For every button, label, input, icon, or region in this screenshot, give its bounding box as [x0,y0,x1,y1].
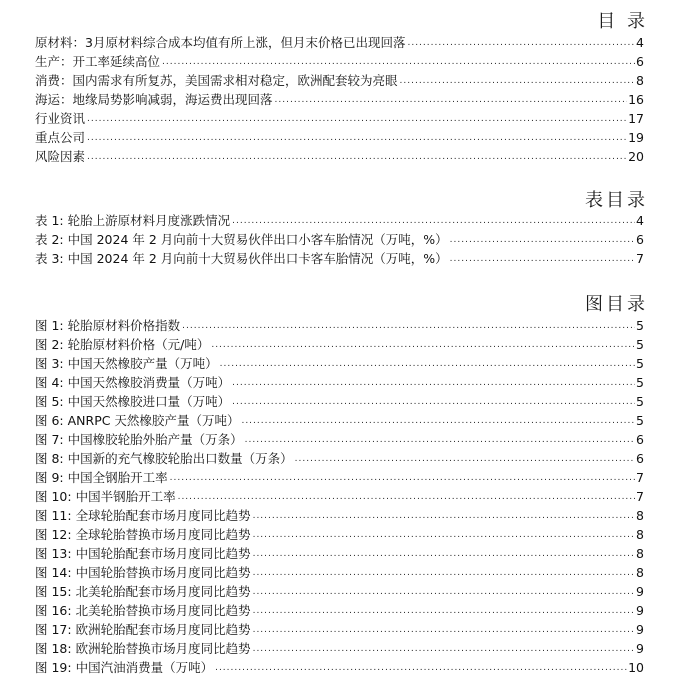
toc-entry-label[interactable]: 图 19: 中国汽油消费量（万吨） [35,660,214,675]
toc-entry-page-number[interactable]: 16 [628,92,644,107]
toc-entry[interactable] [35,409,644,428]
toc-entry[interactable] [35,88,644,107]
toc-entry-page-number[interactable]: 6 [636,451,644,466]
dot-leader [295,452,635,466]
dot-leader [253,604,635,618]
dot-leader [87,150,627,164]
toc-entry-label[interactable]: 图 3: 中国天然橡胶产量（万吨） [35,356,218,371]
dot-leader [400,74,636,88]
toc-entry[interactable] [35,504,644,523]
toc-entry[interactable] [35,247,644,266]
toc-entry-label[interactable]: 图 13: 中国轮胎配套市场月度同比趋势 [35,546,251,561]
toc-entry-label[interactable]: 图 9: 中国全钢胎开工率 [35,470,168,485]
toc-entry[interactable] [35,428,644,447]
toc-entry[interactable] [35,69,644,88]
dot-leader [245,433,635,447]
dot-leader [87,112,627,126]
toc-entry-label[interactable]: 海运：地缘局势影响减弱，海运费出现回落 [35,92,273,107]
toc-entry-page-number[interactable]: 9 [636,641,644,656]
dot-leader [211,338,635,352]
figures-list [35,314,644,675]
toc-entry-label[interactable]: 风险因素 [35,149,86,164]
toc-entry[interactable] [35,523,644,542]
toc-entry-page-number[interactable]: 8 [636,565,644,580]
toc-entry-label[interactable]: 图 2: 轮胎原材料价格（元/吨） [35,337,210,352]
toc-entry-page-number[interactable]: 8 [636,73,644,88]
dot-leader [87,131,627,145]
dot-leader [450,233,635,247]
toc-entry-page-number[interactable]: 19 [628,130,644,145]
toc-entry-page-number[interactable]: 9 [636,584,644,599]
dot-leader [162,55,635,69]
toc-entry-label[interactable]: 图 12: 全球轮胎替换市场月度同比趋势 [35,527,251,542]
dot-leader [275,93,628,107]
toc-entry-label[interactable]: 表 3: 中国 2024 年 2 月向前十大贸易伙伴出口卡客车胎情况（万吨，%） [35,251,448,266]
dot-leader [253,642,635,656]
toc-entry-page-number[interactable]: 9 [636,622,644,637]
dot-leader [253,566,635,580]
toc-entry-label[interactable]: 图 8: 中国新的充气橡胶轮胎出口数量（万条） [35,451,293,466]
dot-leader [232,214,635,228]
toc-entry-page-number[interactable]: 9 [636,603,644,618]
toc-entry-page-number[interactable]: 5 [636,337,644,352]
toc-entry-label[interactable]: 图 5: 中国天然橡胶进口量（万吨） [35,394,231,409]
toc-entry[interactable] [35,561,644,580]
dot-leader [220,357,635,371]
toc-entry-page-number[interactable]: 8 [636,527,644,542]
toc-entry-label[interactable]: 生产：开工率延续高位 [35,54,161,69]
toc-entry-page-number[interactable]: 5 [636,375,644,390]
toc-entry-label[interactable]: 表 1: 轮胎上游原材料月度涨跌情况 [35,213,231,228]
toc-entry[interactable] [35,107,644,126]
toc-entry-page-number[interactable]: 5 [636,356,644,371]
toc-entry-label[interactable]: 图 18: 欧洲轮胎替换市场月度同比趋势 [35,641,251,656]
toc-entry[interactable] [35,580,644,599]
dot-leader [253,528,635,542]
toc-entry-label[interactable]: 消费：国内需求有所复苏，美国需求相对稳定，欧洲配套较为亮眼 [35,73,398,88]
toc-entry[interactable] [35,390,644,409]
toc-entry-page-number[interactable]: 10 [628,660,644,675]
toc-entry[interactable] [35,637,644,656]
toc-entry[interactable] [35,352,644,371]
contents-list [35,31,644,164]
toc-entry-page-number[interactable]: 17 [628,111,644,126]
toc-entry[interactable] [35,371,644,390]
toc-entry[interactable] [35,656,644,675]
toc-entry-page-number[interactable]: 8 [636,546,644,561]
toc-entry[interactable] [35,447,644,466]
toc-entry[interactable] [35,145,644,164]
toc-entry[interactable] [35,50,644,69]
toc-entry-page-number[interactable]: 7 [636,470,644,485]
toc-entry-label[interactable]: 图 11: 全球轮胎配套市场月度同比趋势 [35,508,251,523]
dot-leader [170,471,635,485]
toc-entry[interactable] [35,466,644,485]
toc-entry-label[interactable]: 行业资讯 [35,111,86,126]
toc-entry-label[interactable]: 表 2: 中国 2024 年 2 月向前十大贸易伙伴出口小客车胎情况（万吨，%） [35,232,448,247]
toc-entry[interactable] [35,599,644,618]
toc-entry-label[interactable]: 图 17: 欧洲轮胎配套市场月度同比趋势 [35,622,251,637]
toc-entry-label[interactable]: 图 4: 中国天然橡胶消费量（万吨） [35,375,231,390]
toc-entry[interactable] [35,31,644,50]
toc-entry[interactable] [35,228,644,247]
toc-entry-page-number[interactable]: 8 [636,508,644,523]
toc-entry-label[interactable]: 图 7: 中国橡胶轮胎外胎产量（万条） [35,432,243,447]
toc-entry[interactable] [35,209,644,228]
toc-entry[interactable] [35,126,644,145]
toc-entry-label[interactable]: 图 14: 中国轮胎替换市场月度同比趋势 [35,565,251,580]
figures-heading: 图目录 [585,294,648,315]
toc-entry-label[interactable]: 图 6: ANRPC 天然橡胶产量（万吨） [35,413,240,428]
tables-heading: 表目录 [585,190,648,211]
toc-entry-page-number[interactable]: 4 [636,213,644,228]
dot-leader [253,585,635,599]
toc-entry-page-number[interactable]: 6 [636,54,644,69]
toc-entry-label[interactable]: 图 1: 轮胎原材料价格指数 [35,318,181,333]
dot-leader [178,490,635,504]
dot-leader [450,252,635,266]
toc-entry-page-number[interactable]: 7 [636,251,644,266]
toc-entry-page-number[interactable]: 6 [636,432,644,447]
toc-entry-label[interactable]: 重点公司 [35,130,86,145]
dot-leader [232,376,635,390]
dot-leader [241,414,635,428]
toc-entry[interactable] [35,542,644,561]
dot-leader [215,661,627,675]
dot-leader [407,36,635,50]
toc-entry[interactable] [35,314,644,333]
toc-entry-page-number[interactable]: 20 [628,149,644,164]
dot-leader [253,547,635,561]
toc-entry[interactable] [35,485,644,504]
dot-leader [232,395,635,409]
toc-entry-page-number[interactable]: 4 [636,35,644,50]
tables-list [35,209,644,266]
dot-leader [182,319,635,333]
toc-entry-page-number[interactable]: 5 [636,318,644,333]
toc-entry[interactable] [35,333,644,352]
toc-entry-label[interactable]: 原材料：3月原材料综合成本均值有所上涨，但月末价格已出现回落 [35,35,406,50]
toc-entry-page-number[interactable]: 7 [636,489,644,504]
toc-entry-page-number[interactable]: 5 [636,413,644,428]
toc-entry[interactable] [35,618,644,637]
contents-heading: 目 录 [597,11,648,32]
toc-entry-label[interactable]: 图 10: 中国半钢胎开工率 [35,489,176,504]
toc-entry-page-number[interactable]: 5 [636,394,644,409]
toc-entry-label[interactable]: 图 15: 北美轮胎配套市场月度同比趋势 [35,584,251,599]
toc-entry-label[interactable]: 图 16: 北美轮胎替换市场月度同比趋势 [35,603,251,618]
dot-leader [253,623,635,637]
toc-entry-page-number[interactable]: 6 [636,232,644,247]
dot-leader [253,509,635,523]
